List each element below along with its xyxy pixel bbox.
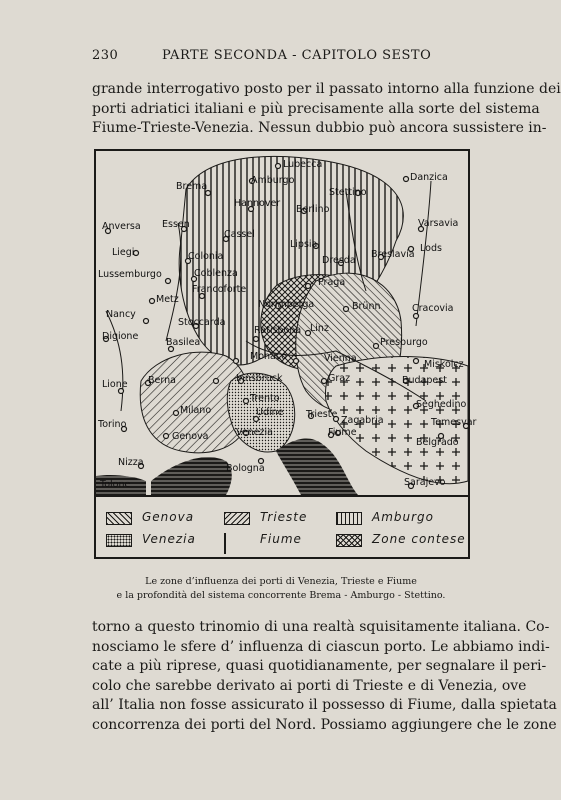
text-line: colo che sarebbe derivato ai porti di Trieste e di Venezia, ove — [92, 677, 527, 694]
city-label: Belgrado — [416, 437, 459, 448]
city-label: Cracovia — [412, 303, 454, 314]
city-label: Ratisbona — [254, 325, 302, 336]
running-head: PARTE SECONDA - CAPITOLO SESTO — [162, 48, 432, 63]
text-line: concorrenza dei porti del Nord. Possiamo aggiungere che le zone — [92, 716, 557, 733]
legend-label: Venezia — [142, 532, 196, 546]
city-label: Amburgo — [251, 175, 295, 186]
city-label: Genova — [172, 431, 209, 442]
city-label: Basilea — [166, 337, 201, 348]
city-label: Torino — [98, 419, 127, 430]
city-label: Francoforte — [192, 284, 247, 295]
city-label: Liegi — [112, 247, 135, 258]
city-label: Milano — [180, 405, 212, 416]
city-label: Nizza — [118, 457, 144, 468]
city-label: Breslavia — [371, 249, 415, 260]
city-label: Miskolcz — [424, 359, 464, 370]
text-line: cate a più riprese, quasi quotidianamente, per segnalare il peri- — [92, 658, 547, 674]
swatch-amburgo — [336, 512, 362, 525]
city-label: Danzica — [410, 172, 448, 183]
text-line: all’ Italia non fosse assicurato il possesso di Fiume, dalla spietata — [92, 697, 557, 713]
city-label: Budapest — [402, 375, 447, 386]
map-legend — [94, 497, 470, 559]
legend-label: Fiume — [260, 532, 302, 546]
city-label: Digione — [102, 331, 139, 342]
city-label: Berlino — [296, 204, 330, 215]
city-label: Brema — [176, 181, 208, 192]
legend-label: Amburgo — [372, 510, 435, 524]
legend-label: Zone contese — [372, 532, 466, 546]
text-line: nosciamo le sfere d’ influenza di ciascun porto. Le abbiamo indi- — [92, 638, 550, 655]
city-label: Tolone — [100, 479, 131, 490]
city-label: Berna — [148, 375, 176, 386]
paragraph-bottom — [92, 618, 557, 735]
city-label: Metz — [156, 294, 179, 305]
swatch-fiume — [224, 533, 226, 554]
city-label: Brünn — [352, 301, 381, 312]
map-drawing — [96, 151, 468, 495]
city-label: Stoccarda — [178, 317, 226, 328]
city-label: Nancy — [106, 309, 136, 320]
swatch-contese — [336, 534, 362, 547]
city-label: Lipsia — [290, 239, 318, 250]
text-line: grande interrogativo posto per il passato intorno alla funzione dei — [92, 81, 561, 97]
city-label: Seghedino — [416, 399, 467, 410]
city-label: Coblenza — [194, 268, 238, 279]
city-label: Varsavia — [418, 218, 459, 229]
city-label: Essen — [162, 219, 190, 230]
swatch-venezia — [106, 534, 132, 547]
text-line: Fiume-Trieste-Venezia. Nessun dubbio può ancora sussistere in- — [92, 120, 547, 136]
city-label: Cassel — [224, 229, 255, 240]
city-label: Monaco — [250, 351, 287, 362]
city-label: Trento — [250, 393, 280, 404]
city-label: Presburgo — [380, 337, 428, 348]
swatch-trieste — [224, 512, 250, 525]
city-label: Linz — [310, 323, 329, 334]
city-label: Praga — [318, 277, 346, 288]
page-header — [92, 48, 462, 66]
city-label: Innsbruck — [236, 373, 283, 384]
legend-label: Trieste — [260, 510, 308, 524]
city-label: Venezia — [236, 427, 273, 438]
city-label: Sarajevo — [404, 477, 446, 488]
caption-line: e la profondità del sistema concorrente Brema - Amburgo - Stettino. — [116, 590, 446, 601]
city-label: Graz — [328, 373, 351, 384]
city-label: Fiume — [328, 427, 357, 438]
paragraph-top — [92, 80, 561, 139]
city-label: Colonia — [188, 251, 224, 262]
city-label: Norimberga — [258, 299, 315, 310]
city-label: Lione — [102, 379, 128, 390]
swatch-genova — [106, 512, 132, 525]
map-figure — [94, 149, 477, 497]
caption-line: Le zone d’influenza dei porti di Venezia, Trieste e Fiume — [145, 576, 417, 587]
city-label: Hannover — [234, 198, 281, 209]
city-label: Zagabria — [341, 415, 384, 426]
city-label: Udine — [256, 407, 284, 418]
page-number: 230 — [92, 48, 119, 63]
city-label: Temesvar — [431, 417, 477, 428]
legend-item-fiume — [224, 532, 302, 549]
legend-label: Genova — [142, 510, 195, 524]
city-label: Dresda — [322, 255, 356, 266]
text-line: porti adriatici italiani e più precisamente alla sorte del sistema — [92, 100, 540, 117]
city-label: Stettino — [329, 187, 367, 198]
text-line: torno a questo trinomio di una realtà squisitamente italiana. Co- — [92, 619, 550, 635]
city-label: Lussemburgo — [98, 269, 162, 280]
figure-caption — [110, 575, 452, 603]
city-label: Anversa — [102, 221, 141, 232]
city-label: Lods — [420, 243, 442, 254]
city-label: Lubecca — [283, 159, 323, 170]
city-label: Trieste — [306, 409, 338, 420]
city-label: Bologna — [226, 463, 265, 474]
city-label: Vienna — [324, 353, 357, 364]
